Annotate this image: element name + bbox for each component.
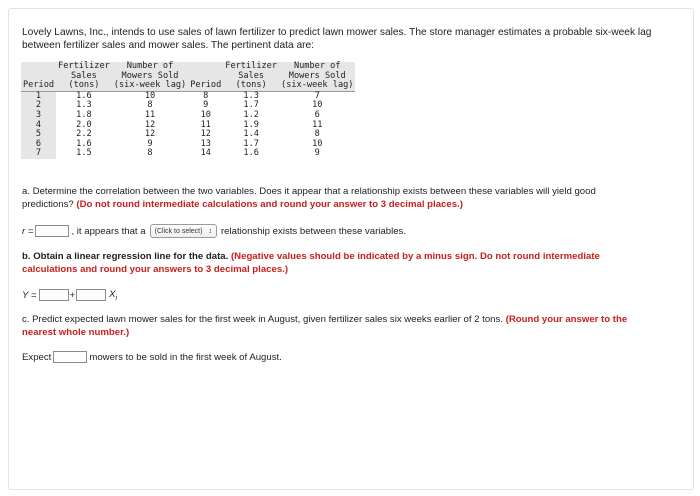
period-cell: 6 (21, 140, 56, 150)
fertilizer-cell: 1.8 (76, 109, 92, 120)
table-row (21, 121, 355, 131)
table-row (21, 101, 355, 111)
relationship-select[interactable] (150, 224, 217, 238)
period-cell: 1 (21, 91, 56, 101)
y-label: Y = (22, 289, 37, 301)
r-label: r = (22, 225, 34, 237)
mowers-cell: 11 (144, 109, 156, 120)
mowers-cell: 6 (314, 109, 320, 120)
intercept-input[interactable] (39, 289, 69, 301)
period-cell: 11 (200, 119, 211, 130)
header-fertilizer-1: Fertilizer Sales (tons) (58, 61, 110, 91)
select-arrows-icon: ↕ (208, 227, 212, 235)
mowers-cell: 10 (312, 138, 323, 149)
fertilizer-cell: 1.6 (76, 138, 92, 149)
mowers-cell: 10 (144, 90, 156, 101)
period-cell: 9 (203, 100, 209, 111)
header-fertilizer-2: Fertilizer Sales (tons) (225, 61, 278, 91)
period-cell: 8 (203, 90, 209, 101)
period-cell: 4 (21, 121, 56, 131)
mowers-cell: 9 (147, 138, 153, 149)
data-table (21, 62, 355, 159)
mowers-cell: 9 (314, 148, 320, 159)
plus-sign: + (69, 289, 76, 301)
fertilizer-cell: 1.5 (76, 148, 92, 159)
fertilizer-cell: 1.4 (243, 129, 259, 140)
mowers-cell: 7 (314, 90, 320, 101)
fertilizer-cell: 1.6 (243, 148, 259, 159)
period-cell: 10 (200, 109, 211, 120)
question-b-note: (Negative values should be indicated by a minus sign. Do not round intermediate calculations and round your answers to 3 decimal places.) (22, 251, 600, 275)
slope-input[interactable] (76, 289, 106, 301)
header-period-1: Period (21, 62, 56, 91)
table-row (21, 130, 355, 140)
mowers-input[interactable] (53, 351, 87, 363)
question-c-text: c. Predict expected lawn mower sales for the first week in August, given fertilizer sales six weeks earlier of 2 tons. (22, 314, 503, 325)
period-cell: 2 (21, 101, 56, 111)
answer-c-row (22, 351, 282, 363)
answer-a-mid-text: , it appears that a (71, 225, 146, 237)
question-a (22, 186, 647, 211)
answer-b-row (22, 289, 117, 302)
header-period-2: Period (188, 62, 223, 91)
table-row (21, 91, 355, 101)
fertilizer-cell: 2.2 (76, 129, 92, 140)
question-c-note: (Round your answer to the nearest whole number.) (22, 314, 628, 338)
question-b (22, 251, 647, 276)
header-mowers-2: Number of Mowers Sold (six-week lag) (281, 61, 354, 91)
fertilizer-cell: 1.3 (243, 90, 259, 101)
question-c (22, 314, 647, 339)
x-label (109, 289, 117, 302)
question-a-text: a. Determine the correlation between the two variables. Does it appear that a relationship exists between these variables will yield good predictions? (22, 186, 596, 210)
r-input[interactable] (35, 225, 69, 237)
expect-label: Expect (22, 351, 52, 363)
mowers-cell: 8 (147, 148, 153, 159)
fertilizer-cell: 1.3 (76, 100, 92, 111)
x-letter: X (109, 289, 116, 300)
period-cell: 14 (200, 148, 211, 159)
mowers-cell: 8 (314, 129, 320, 140)
table-row (21, 140, 355, 150)
fertilizer-cell: 1.7 (243, 138, 259, 149)
mowers-cell: 11 (312, 119, 323, 130)
mowers-cell: 12 (144, 129, 156, 140)
mowers-cell: 10 (312, 100, 323, 111)
period-cell: 7 (21, 149, 56, 159)
relationship-select-label: (Click to select) (154, 227, 203, 235)
answer-a-row (22, 224, 406, 238)
mowers-cell: 12 (144, 119, 156, 130)
mowers-cell: 8 (147, 100, 153, 111)
fertilizer-cell: 1.6 (76, 90, 92, 101)
period-cell: 12 (200, 129, 211, 140)
fertilizer-cell: 1.2 (243, 109, 259, 120)
fertilizer-cell: 1.9 (243, 119, 259, 130)
header-mowers-1: Number of Mowers Sold (six-week lag) (113, 61, 187, 91)
period-cell: 13 (200, 138, 211, 149)
answer-c-end-text: mowers to be sold in the first week of August. (89, 351, 282, 363)
x-subscript: i (115, 294, 118, 302)
problem-intro: Lovely Lawns, Inc., intends to use sales of lawn fertilizer to predict lawn mower sales. The store manager estimates a probable six-week lag between fertilizer sales and mower sales. The pertinent data are: (22, 27, 652, 51)
question-b-text: b. Obtain a linear regression line for the data. (22, 251, 229, 262)
table-row (21, 149, 355, 159)
answer-a-end-text: relationship exists between these variables. (220, 225, 407, 237)
question-a-note: (Do not round intermediate calculations and round your answer to 3 decimal places.) (76, 198, 463, 210)
period-cell: 5 (21, 130, 56, 140)
fertilizer-cell: 2.0 (76, 119, 92, 130)
table-row (21, 111, 355, 121)
fertilizer-cell: 1.7 (243, 100, 259, 111)
period-cell: 3 (21, 111, 56, 121)
